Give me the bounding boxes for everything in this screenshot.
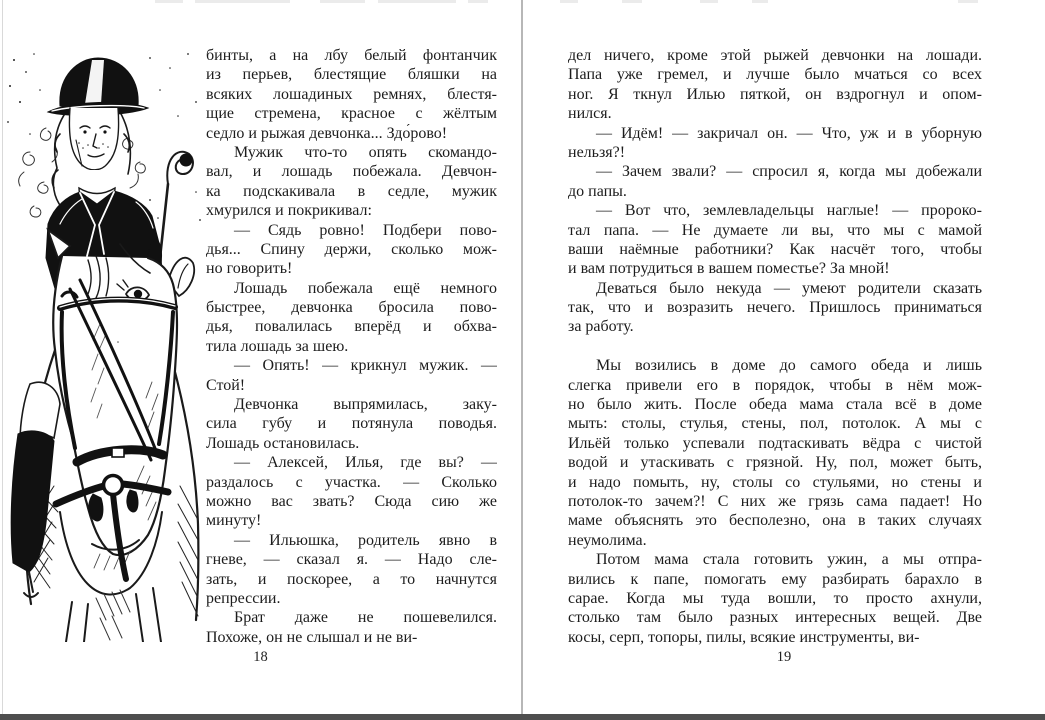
- paragraph: [568, 201, 982, 279]
- paragraph: [206, 395, 497, 453]
- text-line: всяких лошадиных ремнях, блестя-: [206, 85, 497, 103]
- right-page-text: [568, 46, 982, 647]
- text-line: но говорить!: [206, 260, 293, 278]
- text-line: косы, серп, топоры, пилы, всякие инструменты, ви-: [568, 628, 920, 646]
- text-line: вал, и лошадь побежала. Девчон-: [206, 163, 497, 181]
- horse-legs: [66, 588, 161, 642]
- text-line: слегка привели его в порядок, чтобы в нём мож-: [568, 376, 982, 394]
- text-line: щие стремена, красное с жёлтым: [206, 105, 497, 123]
- paragraph: [568, 356, 982, 550]
- text-line: Ильёй только успевали подтаскивать вёдра с чистой: [568, 434, 982, 452]
- paragraph: [206, 221, 497, 279]
- text-line: ка подскакивала в седле, мужик: [206, 182, 497, 200]
- paragraph: [206, 453, 497, 531]
- paragraph: [568, 550, 982, 647]
- text-line: тал папа. — Не думаете ли вы, что мы с мамой: [568, 221, 982, 239]
- rider-boot: [11, 382, 60, 597]
- paragraph: [206, 279, 497, 357]
- paragraph: [568, 162, 982, 201]
- text-line: ног. Я ткнул Илью пяткой, он вздрогнул и опом-: [568, 85, 982, 103]
- text-line: дья... Спину держи, сколько мож-: [206, 240, 497, 258]
- text-line: — Идём! — закричал он. — Что, уж и в уборную: [596, 124, 982, 142]
- scan-artifact: [378, 0, 456, 3]
- paragraph: [206, 356, 497, 395]
- scan-artifact: [155, 0, 183, 3]
- text-line: Мужик что-то опять скомандо-: [234, 143, 497, 161]
- text-line: дел ничего, кроме этой рыжей девчонки на лошади.: [568, 47, 982, 64]
- paragraph: [568, 124, 982, 163]
- text-line: так, что и возразить нечего. Пришлось приниматься: [568, 299, 982, 317]
- paragraph: [206, 143, 497, 221]
- scan-artifact: [468, 0, 488, 3]
- scan-artifact: [752, 0, 768, 3]
- text-line: мыть: столы, стулья, стены, пол, потолок. А мы с: [568, 415, 982, 433]
- text-line: раздалось с участка. — Сколько: [206, 473, 497, 491]
- text-line: — Вот что, землевладельцы наглые! — пророко-: [596, 202, 982, 220]
- text-line: Лошадь побежала ещё немного: [234, 279, 497, 297]
- right-page-number: 19: [776, 649, 792, 665]
- text-line: гневе, — сказал я. — Надо сле-: [206, 551, 497, 569]
- text-line: Потом мама стала готовить ужин, а мы отпра-: [596, 551, 982, 569]
- text-line: Похоже, он не слышал и не ви-: [206, 628, 418, 646]
- text-line: Папа уже гремел, и лучше было мчаться со всех: [568, 66, 982, 84]
- text-line: сила губу и потянула поводья.: [206, 415, 497, 433]
- text-line: седло и рыжая девчонка... Здо́рово!: [206, 124, 448, 142]
- text-line: маме объяснять это бесполезно, она в таких случаях: [568, 512, 982, 530]
- scan-artifact: [958, 0, 978, 3]
- page-gutter-divider: [521, 0, 523, 714]
- riding-helmet: [48, 58, 148, 115]
- text-line: бинты, а на лбу белый фонтанчик: [206, 47, 497, 64]
- text-line: потолок-то зачем?! С них же грязь сама падает! Но: [568, 492, 982, 510]
- text-line: водой и утаскивать с грязной. Ну, пол, может быть,: [568, 454, 982, 472]
- text-line: Стой!: [206, 376, 246, 394]
- bottom-edge-bar: [0, 714, 1045, 720]
- text-line: Мы возились в доме до самого обеда и лишь: [596, 357, 982, 375]
- girl-face: [69, 108, 118, 170]
- text-line: вились к папе, помогать ему разбирать барахло в: [568, 570, 982, 588]
- scan-artifact: [320, 0, 365, 3]
- text-line: минуту!: [206, 512, 262, 530]
- paragraph: [206, 608, 497, 647]
- left-page-number: 18: [253, 649, 268, 665]
- scan-artifact: [700, 0, 718, 3]
- text-line: из перьев, блестящие бляшки на: [206, 66, 497, 84]
- page-left-edge: [2, 0, 3, 714]
- text-line: неумолима.: [568, 531, 647, 549]
- text-line: Брат даже не пошевелился.: [234, 609, 497, 627]
- text-line: — Сядь ровно! Подбери пово-: [234, 221, 497, 239]
- scan-artifact: [560, 0, 578, 3]
- text-line: — Ильюшка, родитель явно в: [234, 531, 497, 549]
- text-line: и надо помыть, ну, столы со стульями, но стены и: [568, 473, 982, 491]
- text-line: за работу.: [568, 318, 634, 336]
- text-line: сарае. Когда мы туда вошли, то просто ахнули,: [568, 589, 982, 607]
- text-line: хмурился и покрикивал:: [206, 202, 372, 220]
- text-line: Девчонка выпрямилась, заку-: [234, 396, 497, 414]
- horse-rider-illustration: [0, 42, 206, 642]
- text-line: можно вас звать? Сюда сию же: [206, 492, 497, 510]
- scan-artifact: [195, 0, 290, 3]
- text-line: до папы.: [568, 182, 627, 200]
- paragraph: [206, 531, 497, 609]
- text-line: и вам потрудиться в вашем поместье? За мной!: [568, 260, 890, 278]
- text-line: — Зачем звали? — спросил я, когда мы добежали: [596, 163, 982, 181]
- text-line: столько там было разных интересных вещей. Две: [568, 609, 982, 627]
- text-line: — Опять! — крикнул мужик. —: [234, 357, 497, 375]
- text-line: ваши наёмные работники? Как насчёт того, чтобы: [568, 240, 982, 258]
- text-line: нился.: [568, 105, 612, 123]
- paragraph: [568, 46, 982, 124]
- text-line: — Алексей, Илья, где вы? —: [234, 454, 497, 472]
- scan-artifact: [622, 0, 642, 3]
- text-line: репрессии.: [206, 589, 281, 607]
- text-line: дья, повалилась вперёд и обхва-: [206, 318, 497, 336]
- paragraph: [568, 279, 982, 337]
- paragraph: [206, 46, 497, 143]
- text-line: тила лошадь за шею.: [206, 337, 349, 355]
- text-line: нельзя?!: [568, 143, 626, 161]
- left-page-text: [206, 46, 497, 647]
- text-line: Лошадь остановилась.: [206, 434, 360, 452]
- text-line: Деваться было некуда — умеют родители сказать: [596, 279, 982, 297]
- text-line: зать, и поскорее, а то начнутся: [206, 570, 497, 588]
- text-line: но было жить. После обеда мама стала всё в доме: [568, 396, 982, 414]
- text-line: быстрее, девчонка бросила пово-: [206, 299, 497, 317]
